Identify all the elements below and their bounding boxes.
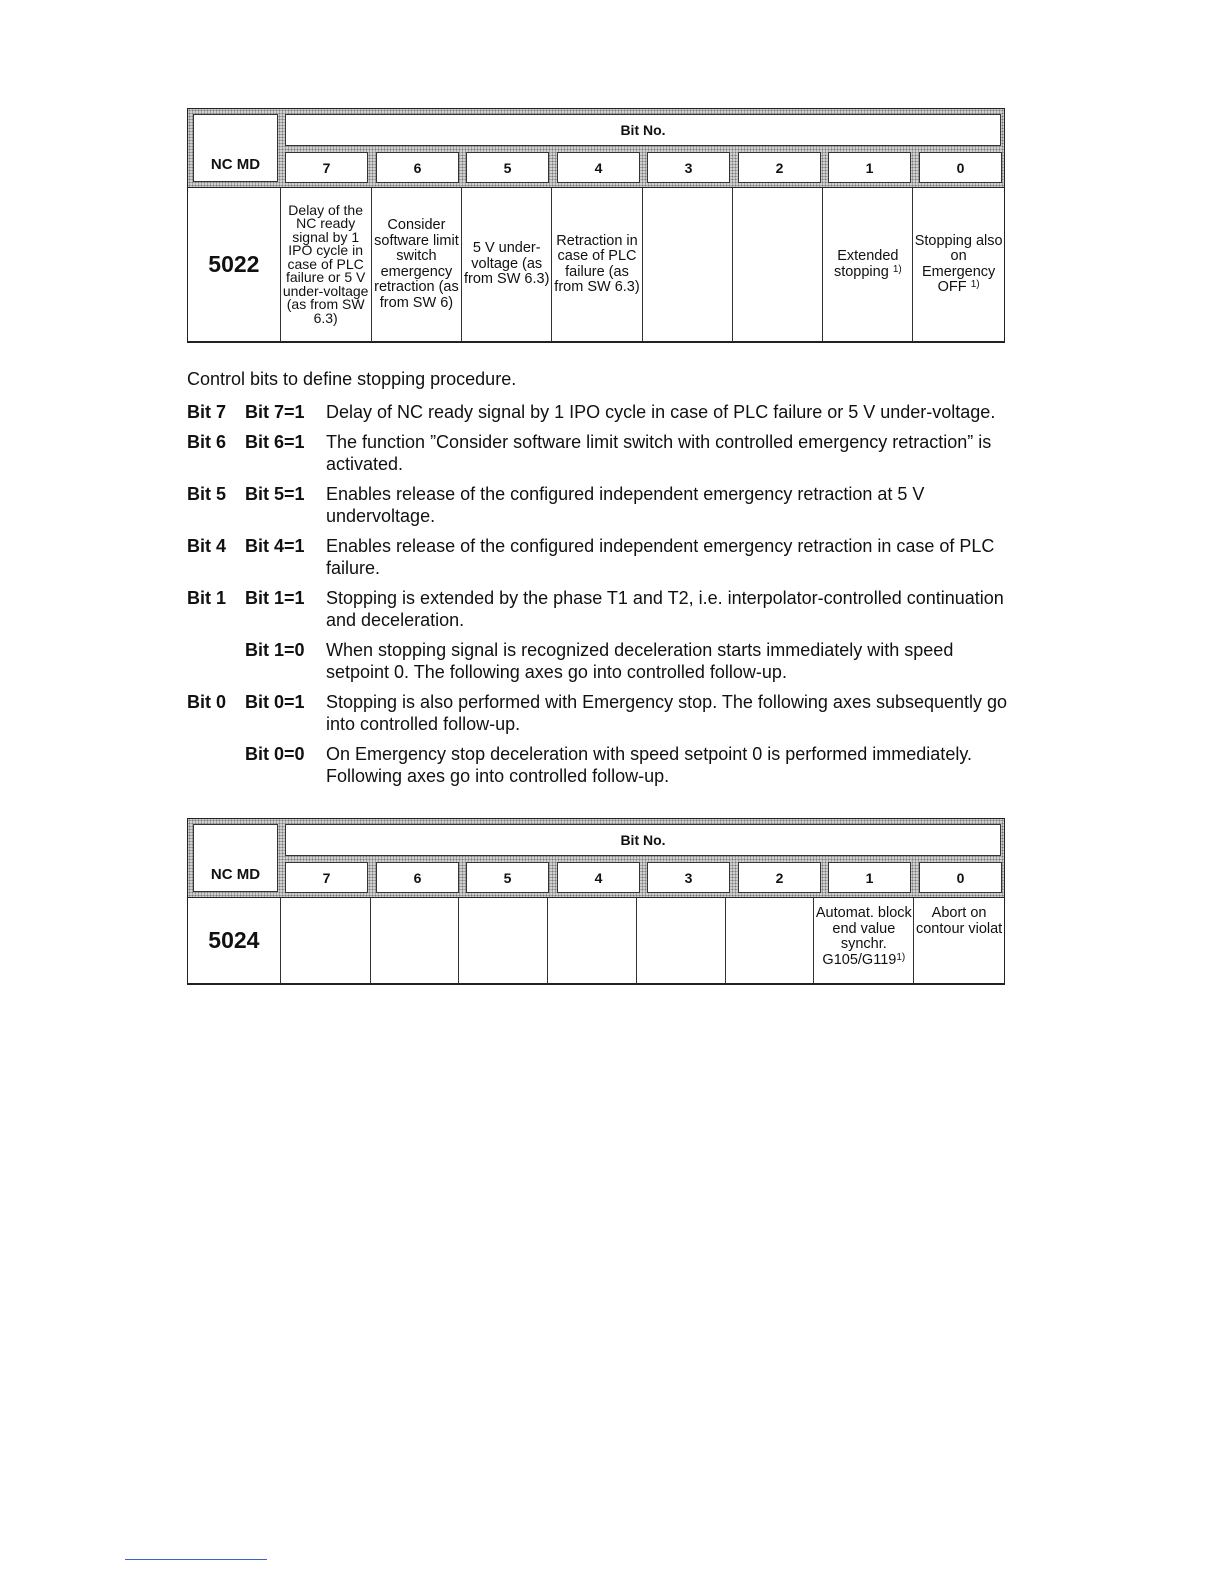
footnote-separator xyxy=(125,1559,267,1560)
bit-header-2: 2 xyxy=(738,862,821,893)
bit-4-description xyxy=(548,898,637,983)
bit-5-description xyxy=(459,898,548,983)
footnote-mark: 1) xyxy=(970,279,980,290)
bit-value: Bit 0=0 xyxy=(245,744,305,764)
bit-7-description xyxy=(281,898,371,983)
bit-1-clear-entry xyxy=(187,639,1017,683)
bit-0-set-entry xyxy=(187,691,1017,735)
bit-value: Bit 4=1 xyxy=(245,536,305,556)
footnote-mark: 1) xyxy=(892,263,902,275)
bit-header-3: 3 xyxy=(647,152,730,183)
table-body xyxy=(187,898,1005,985)
bit-header-5: 5 xyxy=(466,152,549,183)
bit-2-description xyxy=(733,188,824,341)
table-body xyxy=(187,188,1005,343)
nc-md-number: 5024 xyxy=(188,898,281,983)
bit-5-description: 5 V under-voltage (as from SW 6.3) xyxy=(462,188,552,341)
bit-header-7: 7 xyxy=(285,862,368,893)
bit-description: Stopping is extended by the phase T1 and T2, i.e. interpolator-controlled continuation and deceleration. xyxy=(326,588,1004,630)
bit-3-description xyxy=(637,898,726,983)
bit-6-description xyxy=(371,898,460,983)
bit-label: Bit 6 xyxy=(187,432,227,452)
bit-3-description xyxy=(643,188,733,341)
nc-md-label: NC MD xyxy=(193,824,278,892)
bit-description: On Emergency stop deceleration with speed setpoint 0 is performed immediately. Following axes go into controlled follow-up. xyxy=(326,744,972,786)
footnote-mark: 1) xyxy=(896,951,906,963)
bit-no-label: Bit No. xyxy=(285,114,1001,146)
bit-6-description: Consider software limit switch emergency retraction (as from SW 6) xyxy=(372,188,463,341)
bit-0-description: Abort on contour violat xyxy=(915,905,1003,937)
bit-7-entry xyxy=(187,401,1017,423)
bit-header-1: 1 xyxy=(828,862,911,893)
table-header xyxy=(187,818,1005,898)
bit-value: Bit 0=1 xyxy=(245,692,305,712)
bit-7-description: Delay of the NC ready signal by 1 IPO cycle in case of PLC failure or 5 V under-voltage (as from SW 6.3) xyxy=(281,188,372,341)
bit-header-4: 4 xyxy=(557,862,640,893)
bit-label: Bit 4 xyxy=(187,536,227,556)
bit-description: The function ”Consider software limit switch with controlled emergency retraction” is activated. xyxy=(326,432,992,474)
bit-label: Bit 5 xyxy=(187,484,227,504)
bit-description: When stopping signal is recognized deceleration starts immediately with speed setpoint 0. The following axes go into controlled follow-up. xyxy=(326,640,954,682)
bit-header-6: 6 xyxy=(376,152,459,183)
bit-0-description: Stopping also on Emergency OFF $^{1)}$ xyxy=(914,232,1003,295)
bit-header-6: 6 xyxy=(376,862,459,893)
bit-description: Delay of NC ready signal by 1 IPO cycle in case of PLC failure or 5 V under-voltage. xyxy=(326,402,996,422)
bit-header-0: 0 xyxy=(919,152,1002,183)
bit-value: Bit 1=0 xyxy=(245,640,305,660)
bit-label: Bit 0 xyxy=(187,692,227,712)
bit-table-5024 xyxy=(187,818,1005,985)
bit-description-list xyxy=(187,401,1017,795)
nc-md-number: 5022 xyxy=(188,188,281,341)
bit-header-4: 4 xyxy=(557,152,640,183)
bit-value: Bit 7=1 xyxy=(245,402,305,422)
bit-1-set-entry xyxy=(187,587,1017,631)
bit-header-5: 5 xyxy=(466,862,549,893)
bit-5-entry xyxy=(187,483,1017,527)
intro-text: Control bits to define stopping procedure. xyxy=(187,369,517,389)
bit-label: Bit 1 xyxy=(187,588,227,608)
bit-header-7: 7 xyxy=(285,152,368,183)
bit-header-2: 2 xyxy=(738,152,821,183)
bit-description: Enables release of the configured independent emergency retraction in case of PLC failure. xyxy=(326,536,995,578)
bit-4-entry xyxy=(187,535,1017,579)
bit-header-1: 1 xyxy=(828,152,911,183)
table-header xyxy=(187,108,1005,188)
bit-header-3: 3 xyxy=(647,862,730,893)
bit-label: Bit 7 xyxy=(187,402,227,422)
bit-value: Bit 5=1 xyxy=(245,484,305,504)
bit-value: Bit 1=1 xyxy=(245,588,305,608)
nc-md-label: NC MD xyxy=(193,114,278,182)
bit-6-entry xyxy=(187,431,1017,475)
bit-table-5022 xyxy=(187,108,1005,343)
bit-value: Bit 6=1 xyxy=(245,432,305,452)
bit-description: Enables release of the configured independent emergency retraction at 5 V undervoltage. xyxy=(326,484,925,526)
bit-0-clear-entry xyxy=(187,743,1017,787)
bit-2-description xyxy=(726,898,815,983)
bit-1-description: Extended stopping $^{1)}$ xyxy=(823,188,913,341)
bit-header-0: 0 xyxy=(919,862,1002,893)
bit-no-label: Bit No. xyxy=(285,824,1001,856)
bit-1-description: Automat. block end value synchr. G105/G119$^{1)}$ xyxy=(814,898,914,983)
bit-description: Stopping is also performed with Emergency stop. The following axes subsequently go into controlled follow-up. xyxy=(326,692,1008,734)
bit-4-description: Retraction in case of PLC failure (as from SW 6.3) xyxy=(552,188,643,341)
